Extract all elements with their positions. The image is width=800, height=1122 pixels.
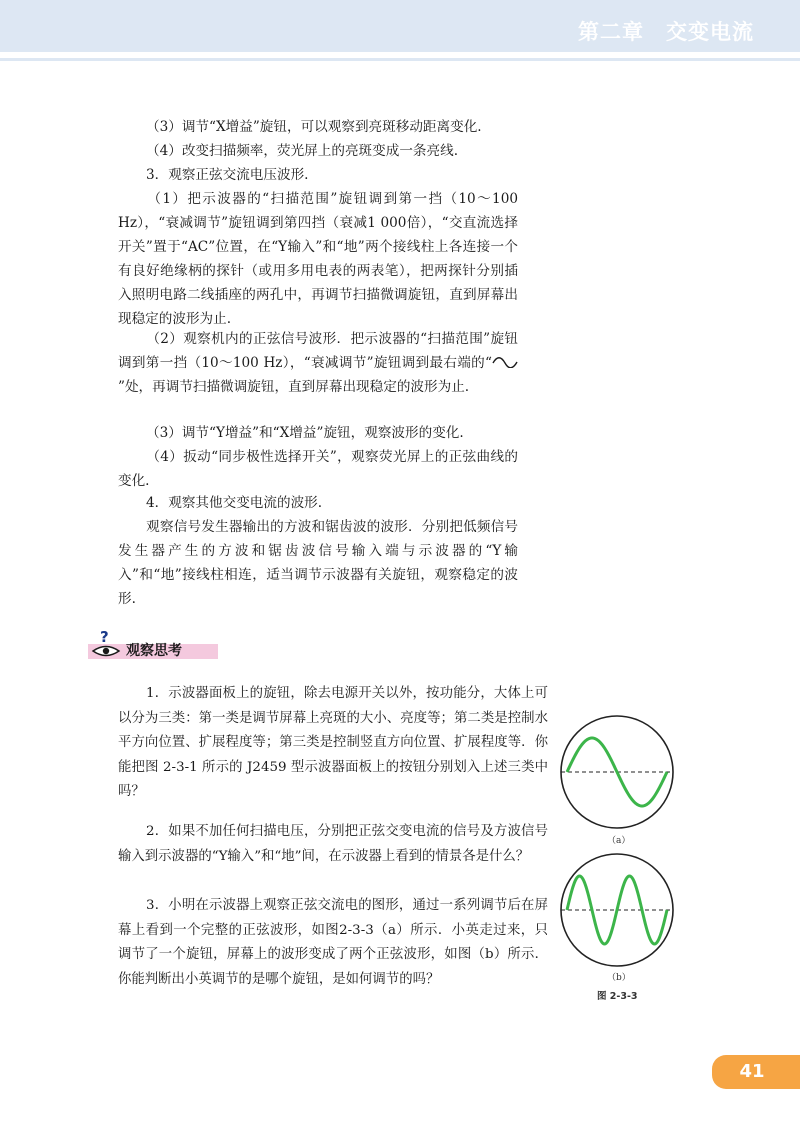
ac-symbol-icon — [492, 356, 518, 368]
paragraph-text: 4．观察其他交变电流的波形. — [146, 495, 323, 511]
paragraph-text: 观察信号发生器输出的方波和锯齿波的波形．分别把低频信号发生器产生的方波和锯齿波信号输入端与示波器的“Y输入”和“地”接线柱相连，适当调节示波器有关旋钮，观察稳定的波形. — [118, 519, 518, 607]
paragraph-text: （2）观察机内的正弦信号波形．把示波器的“扫描范围”旋钮调到第一挡（10～100 Hz），“衰减调节”旋钮调到最右端的“ — [118, 331, 518, 371]
eye-icon — [91, 644, 121, 658]
paragraph-text: （3）调节“Y增益”和“X增益”旋钮，观察波形的变化. — [146, 425, 464, 441]
section-title: 观察思考 — [126, 643, 182, 659]
question-text: 1．示波器面板上的旋钮，除去电源开关以外，按功能分，大体上可以分为三类：第一类是调节屏幕上亮斑的大小、亮度等；第二类是控制水平方向位置、扩展程度等；第三类是控制竖直方向位置、扩展程度等．你能把图 2-3-1 所示的 J2459 型示波器面板上的按钮分别划入上述三类中吗？ — [118, 686, 548, 799]
paragraph-text: （3）调节“X增益”旋钮，可以观察到亮斑移动距离变化. — [146, 119, 482, 135]
page-number: 41 — [739, 1061, 765, 1082]
paragraph-text: （1）把示波器的“扫描范围”旋钮调到第一挡（10～100 Hz），“衰减调节”旋钮调到第四挡（衰减1 000倍），“交直流选择开关”置于“AC”位置，在“Y输入”和“地”两个接线柱上各连接一个有良好绝缘柄的探针（或用多用电表的两表笔），把两探针分别插入照明电路二线插座的两孔中，再调节扫描微调旋钮，直到屏幕出现稳定的波形为止. — [118, 191, 518, 327]
chapter-title: 第二章 交变电流 — [578, 20, 754, 44]
paragraph — [118, 491, 518, 515]
question-text: 3．小明在示波器上观察正弦交流电的图形，通过一系列调节后在屏幕上看到一个完整的正弦波形，如图2-3-3（a）所示．小英走过来，只调节了一个旋钮，屏幕上的波形变成了两个正弦波形，如图（b）所示．你能判断出小英调节的是哪个旋钮，是如何调节的吗？ — [118, 898, 548, 987]
question — [118, 894, 548, 992]
paragraph-text: 3．观察正弦交流电压波形. — [146, 167, 309, 183]
paragraph — [118, 163, 518, 187]
figure-label-a: （a） — [607, 836, 631, 846]
paragraph-text: ”处，再调节扫描微调旋钮，直到屏幕出现稳定的波形为止. — [118, 379, 470, 395]
paragraph — [118, 445, 518, 493]
question-mark-icon: ? — [100, 628, 109, 646]
section-badge — [88, 630, 218, 660]
question — [118, 682, 548, 805]
figure-caption: 图 2-3-3 — [597, 991, 638, 1002]
paragraph-text: （4）扳动“同步极性选择开关”，观察荧光屏上的正弦曲线的变化. — [118, 449, 518, 489]
paragraph — [118, 421, 518, 445]
paragraph — [118, 139, 518, 163]
question-text: 2．如果不加任何扫描电压，分别把正弦交变电流的信号及方波信号输入到示波器的“Y输入”和“地”间，在示波器上看到的情景各是什么？ — [118, 824, 548, 864]
oscilloscope-screen-a — [557, 712, 677, 832]
paragraph — [118, 515, 518, 611]
header-divider — [0, 58, 800, 61]
question — [118, 820, 548, 869]
figure-label-b: （b） — [607, 973, 631, 983]
oscilloscope-screen-b — [557, 850, 677, 970]
paragraph — [118, 187, 518, 331]
paragraph — [118, 327, 518, 399]
page-number-tab — [712, 1055, 800, 1089]
paragraph-text: （4）改变扫描频率，荧光屏上的亮斑变成一条亮线. — [146, 143, 459, 159]
paragraph — [118, 115, 518, 139]
